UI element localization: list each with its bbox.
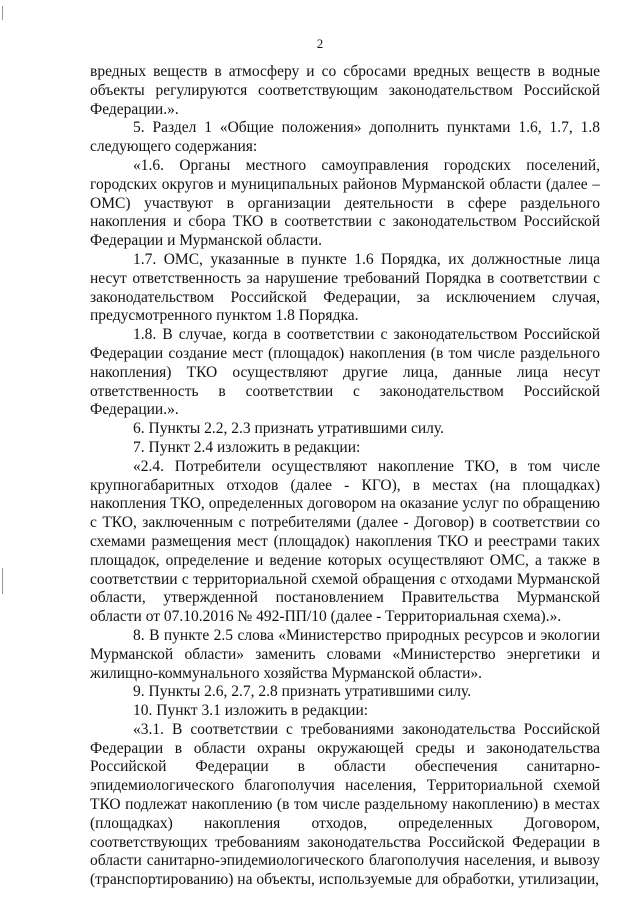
document-body: [90, 63, 600, 890]
paragraph: 1.7. ОМС, указанные в пункте 1.6 Порядка, их должностные лица несут ответственность за нарушение требований Порядка в соответствии с законодательством Российской Федерации, за исключением случая, предусмотренного пунктом 1.8 Порядка.: [90, 250, 600, 325]
paragraph: «2.4. Потребители осуществляют накопление ТКО, в том числе крупногабаритных отходов (далее - КГО), в местах (на площадках) накопления ТКО, определенных договором на оказание услуг по обращению с ТКО, заключенным с потребителями (далее - Договор) в соответствии со схемами размещения мест (площадок) накопления ТКО и реестрами таких площадок, определение и ведение которых осуществляют ОМС, а также в соответствии с территориальной схемой обращения с отходами Мурманской области, утвержденной постановлением Правительства Мурманской области от 07.10.2016 № 492-ПП/10 (далее - Территориальная схема).».: [90, 457, 600, 626]
paragraph: «1.6. Органы местного самоуправления городских поселений, городских округов и муниципальных районов Мурманской области (далее – ОМС) участвуют в организации деятельности в сфере раздельного накопления и сбора ТКО в соответствии с законодательством Российской Федерации и Мурманской области.: [90, 156, 600, 250]
paragraph: 10. Пункт 3.1 изложить в редакции:: [133, 702, 369, 720]
paragraph: 9. Пункты 2.6, 2.7, 2.8 признать утратившими силу.: [133, 683, 472, 701]
binding-mark: [2, 568, 3, 594]
paragraph: вредных веществ в атмосферу и со сбросами вредных веществ в водные объекты регулируются соответствующим законодательством Российской Федерации.».: [90, 63, 600, 118]
page-number: 2: [316, 36, 324, 51]
binding-mark: [2, 6, 3, 20]
paragraph: 8. В пункте 2.5 слова «Министерство природных ресурсов и экологии Мурманской области» заменить словами «Министерство энергетики и жилищно-коммунального хозяйства Мурманской области».: [90, 626, 600, 682]
paragraph: «3.1. В соответствии с требованиями законодательства Российской Федерации в области охраны окружающей среды и законодательства Российской Федерации в области обеспечения санитарно-эпидемиологического благополучия населения, Территориальной схемой ТКО подлежат накоплению (в том числе раздельному накоплению) в местах (площадках) накопления отходов, определенных Договором, соответствующих требованиям законодательства Российской Федерации в области санитарно-эпидемиологического благополучия населения, и вывозу (транспортированию) на объекты, используемые для обработки, утилизации,: [90, 720, 600, 889]
paragraph: 7. Пункт 2.4 изложить в редакции:: [133, 438, 361, 456]
paragraph: 5. Раздел 1 «Общие положения» дополнить пунктами 1.6, 1.7, 1.8 следующего содержания:: [90, 119, 600, 156]
paragraph: 1.8. В случае, когда в соответствии с законодательством Российской Федерации создание мест (площадок) накопления (в том числе раздельного накопления) ТКО осуществляют другие лица, данные лица несут ответственность в соответствии с законодательством Российской Федерации.».: [90, 326, 600, 419]
paragraph: 6. Пункты 2.2, 2.3 признать утратившими силу.: [133, 420, 444, 438]
